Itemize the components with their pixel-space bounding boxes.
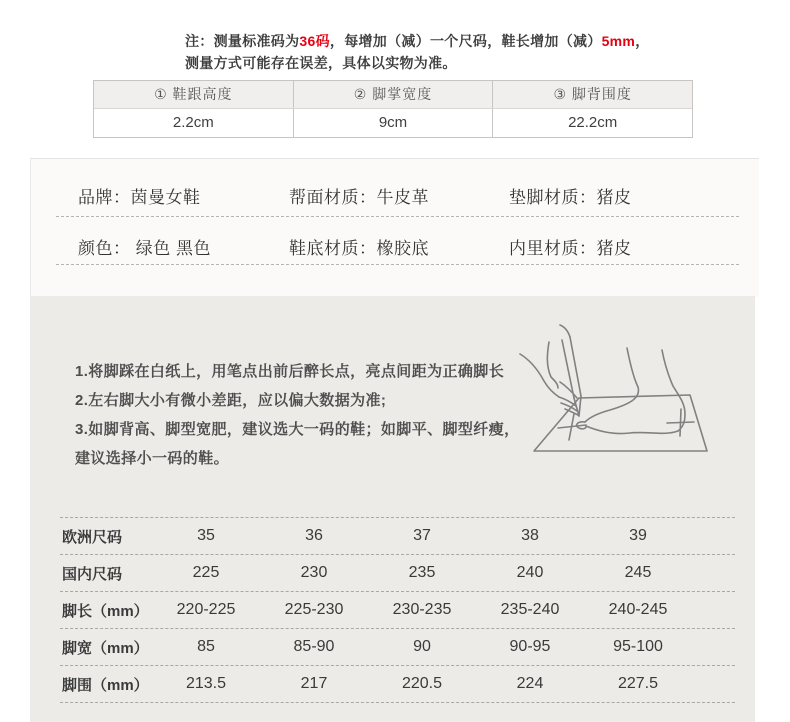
measurement-table-values: [94, 109, 692, 137]
table-cell: 39: [629, 527, 647, 544]
attr-color: 颜色： 绿色 黑色: [78, 239, 211, 258]
attribute-row-2: [31, 234, 759, 259]
table-cell: 220.5: [401, 675, 443, 692]
instruction-line: 2.左右脚大小有微小差距，应以偏大数据为准;: [75, 392, 387, 409]
heel-height-value: 2.2cm: [94, 109, 294, 137]
heel-height-header: ① 鞋跟高度: [94, 81, 294, 108]
note-highlight-mm: 5mm: [601, 33, 636, 49]
sole-width-value: 9cm: [294, 109, 494, 137]
table-row-foot-length: [60, 592, 735, 629]
row-label: 国内尺码: [62, 565, 123, 583]
table-cell: 90-95: [509, 638, 551, 655]
table-row-cn-size: [60, 555, 735, 592]
table-cell: 85: [197, 638, 215, 655]
table-cell: 240-245: [608, 601, 668, 618]
table-cell: 225-230: [284, 601, 344, 618]
row-label: 欧洲尺码: [62, 528, 123, 546]
foot-measurement-illustration: [502, 324, 742, 482]
table-cell: 36: [305, 527, 323, 544]
table-cell: 245: [624, 564, 652, 581]
size-chart-table: [60, 517, 735, 703]
table-cell: 224: [516, 675, 544, 692]
instep-girth-value: 22.2cm: [568, 114, 618, 131]
row-label: 脚长（mm）: [62, 602, 149, 620]
note-highlight-size: 36码: [299, 33, 330, 49]
measurement-table-header: [94, 81, 692, 109]
attribute-divider: [56, 216, 739, 217]
table-cell: 227.5: [617, 675, 659, 692]
attr-lining-material: 内里材质：猪皮: [509, 239, 632, 258]
table-cell: 235: [408, 564, 436, 581]
attribute-row-1: [31, 183, 759, 208]
note-text: ，每增加（减）一个尺码，鞋长增加（减）: [329, 33, 602, 49]
instruction-line: 建议选择小一码的鞋。: [75, 450, 230, 467]
table-cell: 90: [413, 638, 431, 655]
row-label: 脚宽（mm）: [62, 639, 149, 657]
table-cell: 217: [300, 675, 328, 692]
sole-width-header: ② 脚掌宽度: [294, 81, 494, 108]
table-cell: 220-225: [176, 601, 236, 618]
table-cell: 38: [521, 527, 539, 544]
measurement-note: [185, 30, 650, 74]
note-text: 注：测量标准码为: [185, 33, 300, 49]
attr-brand: 品牌：茵曼女鞋: [78, 188, 201, 207]
note-text: ，: [635, 33, 650, 49]
attribute-divider: [56, 264, 739, 265]
table-cell: 37: [413, 527, 431, 544]
table-row-eu-size: [60, 517, 735, 555]
table-cell: 230: [300, 564, 328, 581]
attr-sole-material: 鞋底材质：橡胶底: [289, 239, 429, 258]
table-cell: 85-90: [293, 638, 335, 655]
attr-upper-material: 帮面材质：牛皮革: [289, 188, 429, 207]
table-cell: 225: [192, 564, 220, 581]
instruction-line: 3.如脚背高、脚型宽肥，建议选大一码的鞋；如脚平、脚型纤瘦，: [75, 421, 520, 438]
table-cell: 35: [197, 527, 215, 544]
row-label: 脚围（mm）: [62, 676, 149, 694]
table-cell: 235-240: [500, 601, 560, 618]
note-line-1: [185, 30, 650, 52]
instruction-line: 1.将脚踩在白纸上，用笔点出前后醉长点，亮点间距为正确脚长: [75, 363, 505, 380]
table-cell: 95-100: [613, 638, 663, 655]
table-cell: 213.5: [185, 675, 227, 692]
attr-insole-material: 垫脚材质：猪皮: [509, 188, 632, 207]
note-line-2: 测量方式可能存在误差，具体以实物为准。: [185, 55, 457, 71]
instep-girth-header: ③ 脚背围度: [553, 86, 632, 102]
table-cell: 240: [516, 564, 544, 581]
table-row-foot-width: [60, 629, 735, 666]
table-cell: 230-235: [392, 601, 452, 618]
product-attributes: [30, 158, 759, 297]
size-guide-panel: [30, 296, 755, 722]
measurement-table: [93, 80, 693, 138]
table-row-foot-girth: [60, 666, 735, 703]
measuring-instructions: [75, 357, 560, 473]
